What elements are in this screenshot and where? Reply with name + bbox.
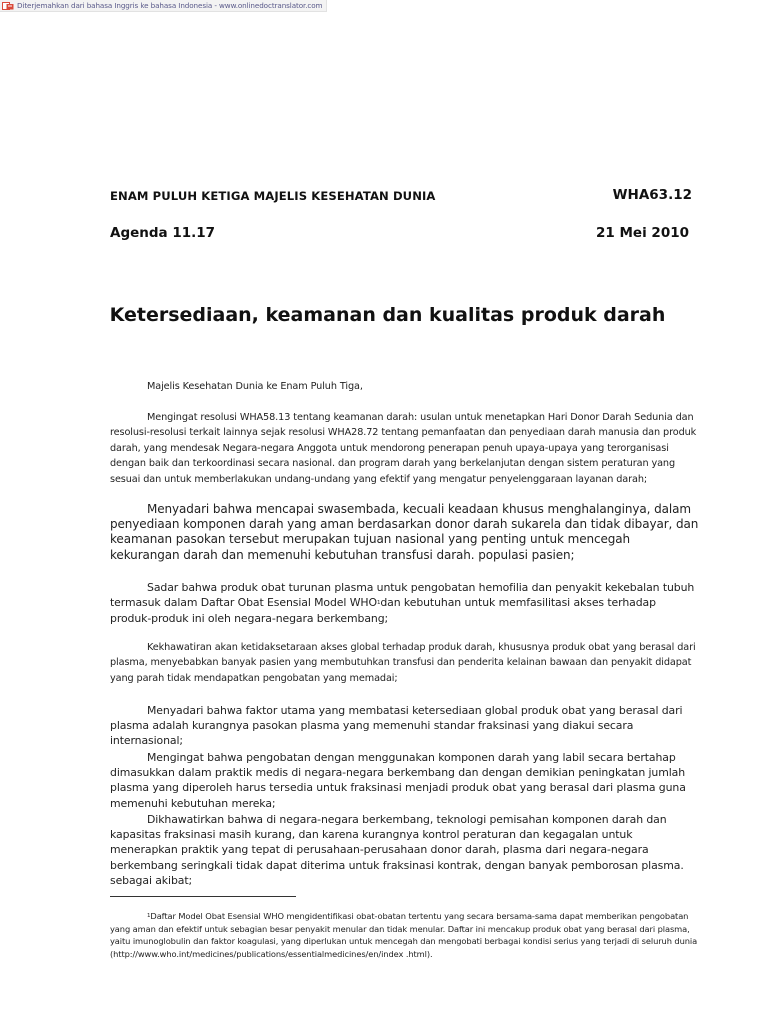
translator-banner-text[interactable]: Diterjemahkan dari bahasa Inggris ke bahasa Indonesia - www.onlinedoctranslator.com xyxy=(17,1,323,10)
footnote-text: Daftar Model Obat Esensial WHO mengidentifikasi obat-obatan tertentu yang secara bersama-sama dapat memberikan pengobatan yang aman dan efektif untuk sebagian besar penyakit menular dan tidak menular. Daftar ini mencakup produk obat yang berasal dari plasma, yaitu imunoglobulin dan faktor koagulasi, yang diperlukan untuk mencegah dan mengobati berbagai kondisi serius yang terjadi di seluruh dunia (http://www.who.int/medicines/publications/essentialmedicines/en/index .html). xyxy=(110,911,698,959)
translator-logo-icon xyxy=(2,2,14,10)
footnote xyxy=(110,910,700,960)
paragraph-plasma-products xyxy=(110,580,700,627)
paragraph-plasma-supply: Menyadari bahwa faktor utama yang membatasi ketersediaan global produk obat yang berasal dari plasma adalah kurangnya pasokan plasma yang memenuhi standar fraksinasi yang diakui secara internasional; xyxy=(110,704,683,748)
paragraph-self-sufficiency: Menyadari bahwa mencapai swasembada, kecuali keadaan khusus menghalanginya, dalam penyediaan komponen darah yang aman berdasarkan donor darah sukarela dan tidak dibayar, dan keamanan pasokan tersebut merupakan tujuan nasional yang penting untuk mencegah kekurangan darah dan memenuhi kebutuhan transfusi darah. populasi pasien; xyxy=(110,502,699,562)
paragraph-fractionation-capacity: Dikhawatirkan bahwa di negara-negara berkembang, teknologi pemisahan komponen darah dan kapasitas fraksinasi masih kurang, dan karena kurangnya kontrol peraturan dan kegagalan untuk menerapkan praktik yang tepat di perusahaan-perusahaan donor darah, plasma dari negara-negara berkembang seringkali tidak dapat diterima untuk fraksinasi kontrak, dengan banyak pemborosan plasma. sebagai akibat; xyxy=(110,813,684,887)
opening-line: Majelis Kesehatan Dunia ke Enam Puluh Tiga, xyxy=(147,381,363,392)
paragraph-access-inequity: Kekhawatiran akan ketidaksetaraan akses global terhadap produk darah, khususnya produk obat yang berasal dari plasma, menyebabkan banyak pasien yang membutuhkan transfusi dan penderita kelainan bawaan dan penyakit didapat yang parah tidak mendapatkan pengobatan yang memadai; xyxy=(110,642,696,684)
assembly-heading: ENAM PULUH KETIGA MAJELIS KESEHATAN DUNIA xyxy=(110,189,436,203)
document-title: Ketersediaan, keamanan dan kualitas produk darah xyxy=(109,304,666,326)
paragraph-recalling-resolution: Mengingat resolusi WHA58.13 tentang keamanan darah: usulan untuk menetapkan Hari Donor Darah Sedunia dan resolusi-resolusi terkait lainnya sejak resolusi WHA28.72 tentang pemanfaatan dan penyediaan darah manusia dan produk darah, yang mendesak Negara-negara Anggota untuk mendorong penerapan penuh upaya-upaya yang terorganisasi dengan baik dan terkoordinasi secara nasional. dan program darah yang berkelanjutan dengan sistem peraturan yang sesuai dan untuk memberlakukan undang-undang yang efektif yang mengatur penyelenggaraan layanan darah; xyxy=(110,412,697,485)
footnote-reference[interactable]: 1 xyxy=(376,600,381,607)
agenda-item: Agenda 11.17 xyxy=(110,225,216,241)
translator-banner[interactable] xyxy=(0,0,327,12)
paragraph-labile-components: Mengingat bahwa pengobatan dengan menggunakan komponen darah yang labil secara bertahap dimasukkan dalam praktik medis di negara-negara berkembang dan dengan demikian peningkatan jumlah plasma yang diperoleh harus tersedia untuk fraksinasi menjadi produk obat yang berasal dari plasma guna memenuhi kebutuhan mereka; xyxy=(110,751,686,810)
p3-text-before: Sadar bahwa produk obat turunan plasma untuk pengobatan hemofilia dan penyakit kekebalan tubuh termasuk dalam Daftar Obat Esensial Model WHO xyxy=(110,581,695,610)
footnote-divider xyxy=(110,896,296,897)
footnote-number: 1 xyxy=(147,913,151,919)
resolution-number: WHA63.12 xyxy=(612,187,692,203)
p3-text-after: dan kebutuhan untuk memfasilitasi akses terhadap produk-produk ini oleh negara-negara berkembang; xyxy=(110,596,656,626)
resolution-date: 21 Mei 2010 xyxy=(596,225,689,241)
